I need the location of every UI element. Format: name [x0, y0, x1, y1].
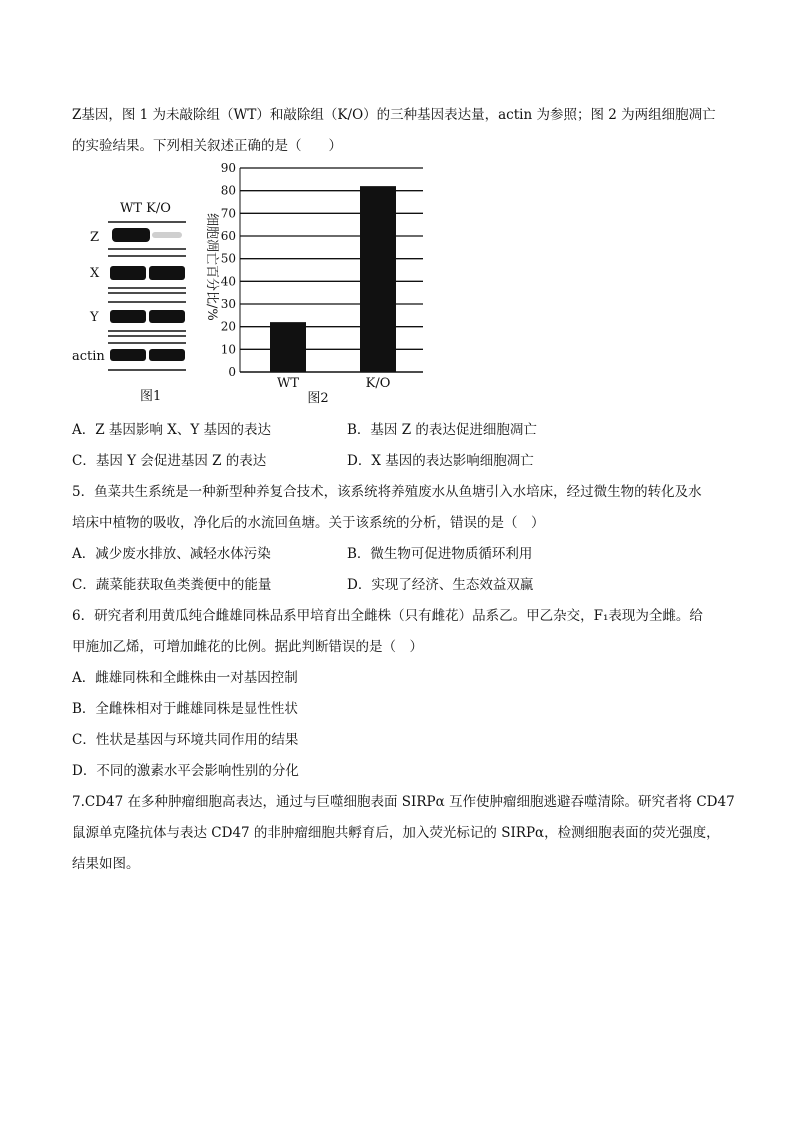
x-tick-label: K/O: [365, 376, 391, 391]
q6-option-d: D．不同的激素水平会影响性别的分化: [72, 763, 299, 779]
q4-stem-line2: 的实验结果。下列相关叙述正确的是（ ）: [72, 138, 342, 154]
western-blot-figure: [68, 190, 198, 410]
apoptosis-bar-chart: [198, 158, 438, 408]
blot-panel-y: [108, 302, 186, 336]
q5-option-a: A．减少废水排放、减轻水体污染: [72, 546, 271, 562]
figure1-caption: 图1: [140, 389, 162, 404]
q6-stem-line2: 甲施加乙烯，可增加雌花的比例。据此判断错误的是（ ）: [72, 639, 423, 655]
band-actin-wt: [110, 349, 146, 361]
q5-stem-line1: 5．鱼菜共生系统是一种新型种养复合技术，该系统将养殖废水从鱼塘引入水培床，经过微生物的转化及水: [72, 484, 702, 500]
y-tick-label: 90: [220, 161, 236, 175]
y-tick-label: 30: [220, 297, 236, 311]
blot-panel-actin: [108, 343, 186, 370]
q7-stem-line2: 鼠源单克隆抗体与表达 CD47 的非肿瘤细胞共孵育后，加入荧光标记的 SIRPα，检测细胞表面的荧光强度，: [72, 825, 720, 841]
blot-row-label-actin: actin: [72, 349, 105, 364]
blot-column-headers: WT K/O: [120, 201, 171, 216]
q6-option-a: A．雌雄同株和全雌株由一对基因控制: [72, 670, 298, 686]
figure2-caption: 图2: [307, 391, 329, 406]
bar-ko: [360, 186, 396, 372]
band-z-wt: [112, 228, 150, 242]
band-y-ko: [149, 310, 185, 323]
q6-option-b: B．全雌株相对于雌雄同株是显性性状: [72, 701, 298, 717]
q6-option-c: C．性状是基因与环境共同作用的结果: [72, 732, 299, 748]
band-x-ko: [149, 266, 185, 280]
y-tick-label: 40: [220, 274, 236, 289]
blot-row-label-z: Z: [90, 230, 100, 245]
q5-option-c: C．蔬菜能获取鱼类粪便中的能量: [72, 577, 272, 593]
y-tick-label: 10: [220, 342, 236, 357]
q5-option-b: B．微生物可促进物质循环利用: [347, 546, 533, 562]
q4-option-a: A．Z 基因影响 X、Y 基因的表达: [72, 422, 272, 438]
y-tick-label: 70: [220, 206, 236, 221]
y-tick-label: 0: [228, 365, 236, 379]
blot-panel-x: [108, 256, 186, 293]
blot-row-label-y: Y: [90, 310, 99, 325]
y-axis-label: 细胞凋亡百分比/%: [204, 213, 219, 321]
q4-stem-line1: Z基因，图 1 为未敲除组（WT）和敲除组（K/O）的三种基因表达量，actin 为参照；图 2 为两组细胞凋亡: [72, 107, 716, 123]
y-tick-label: 50: [220, 251, 236, 266]
blot-panel-z: [108, 222, 186, 249]
blot-row-label-x: X: [90, 266, 100, 281]
q4-option-c: C．基因 Y 会促进基因 Z 的表达: [72, 453, 267, 469]
band-y-wt: [110, 310, 146, 323]
band-x-wt: [110, 266, 146, 280]
x-tick-label: WT: [276, 376, 300, 391]
y-tick-label: 20: [220, 319, 236, 334]
y-tick-label: 80: [220, 183, 236, 198]
y-tick-label: 60: [220, 229, 236, 243]
q7-stem-line3: 结果如图。: [72, 856, 140, 872]
q5-option-d: D．实现了经济、生态效益双赢: [347, 577, 534, 593]
q6-stem-line1: 6．研究者利用黄瓜纯合雌雄同株品系甲培育出全雌株（只有雌花）品系乙。甲乙杂交，F₁表现为全雌。给: [72, 608, 703, 624]
bar-wt: [270, 322, 306, 372]
q4-option-d: D．X 基因的表达影响细胞凋亡: [347, 453, 534, 469]
band-z-ko: [152, 232, 182, 238]
q5-stem-line2: 培床中植物的吸收，净化后的水流回鱼塘。关于该系统的分析，错误的是（ ）: [72, 515, 545, 531]
band-actin-ko: [149, 349, 185, 361]
q4-option-b: B．基因 Z 的表达促进细胞凋亡: [347, 422, 537, 438]
q7-stem-line1: 7.CD47 在多种肿瘤细胞高表达，通过与巨噬细胞表面 SIRPα 互作使肿瘤细胞逃避吞噬清除。研究者将 CD47: [72, 794, 735, 810]
